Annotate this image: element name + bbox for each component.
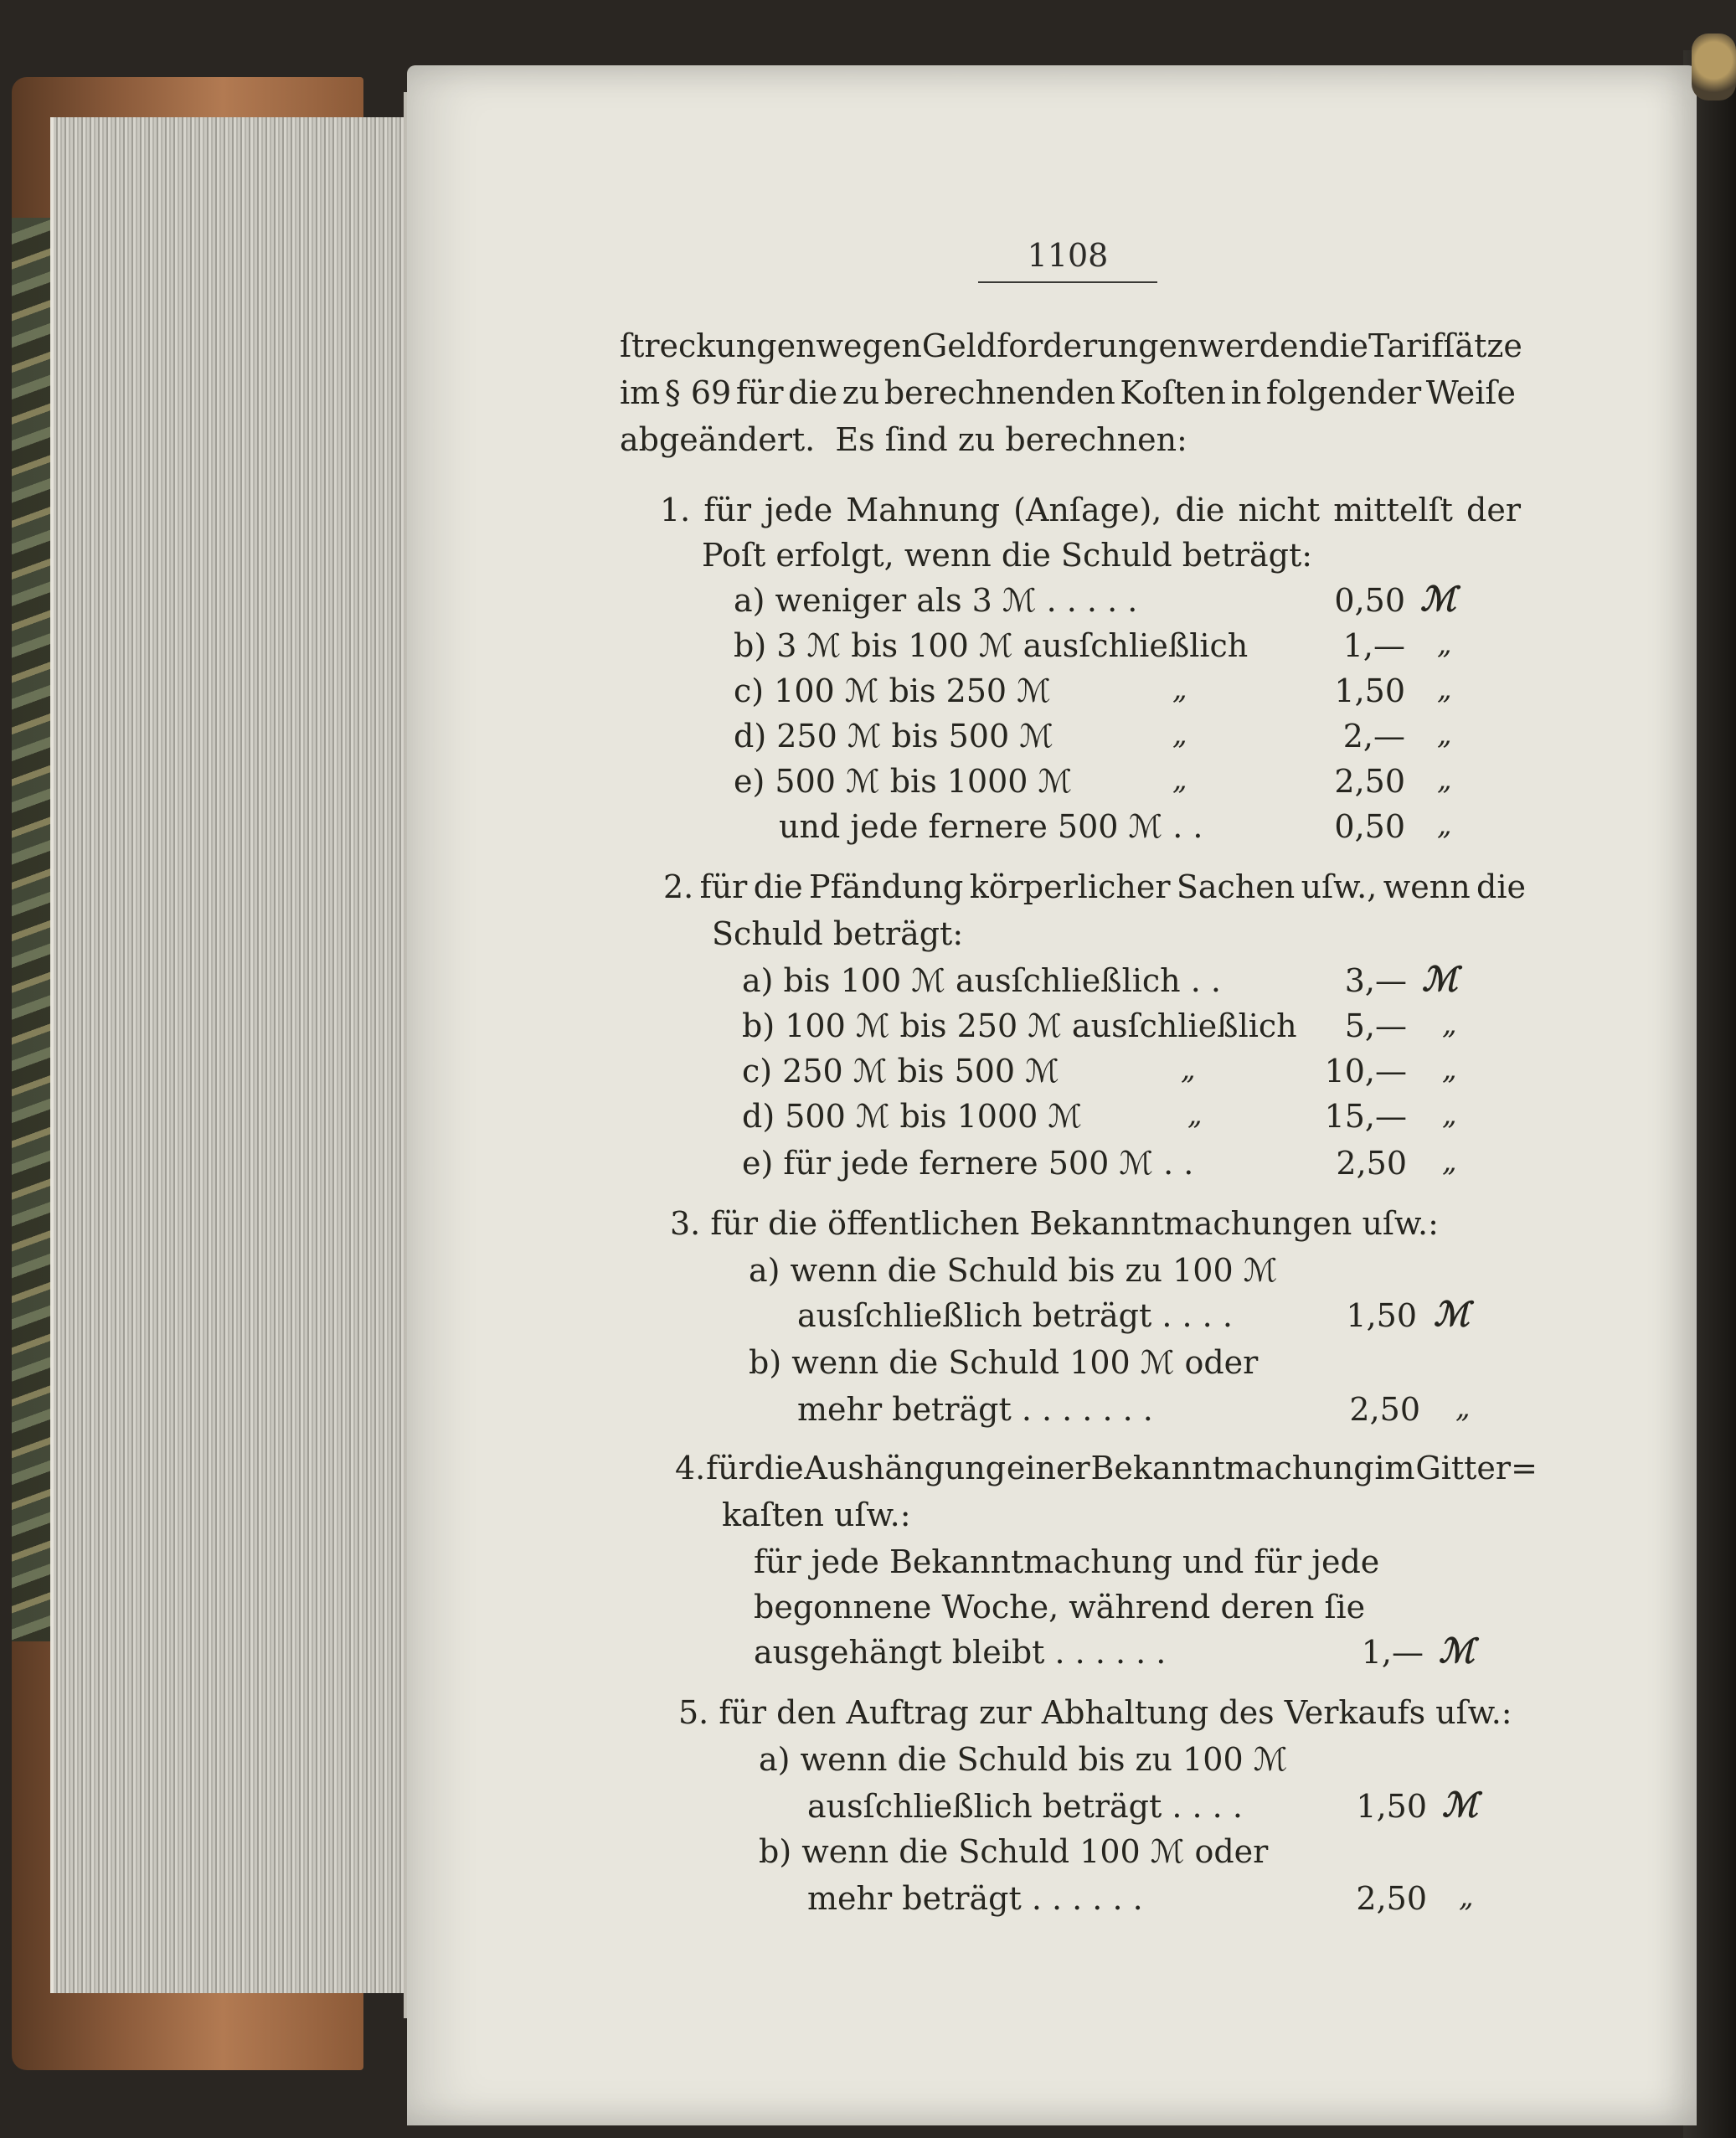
word: Sachen <box>1176 868 1296 905</box>
word: werden <box>1198 327 1319 364</box>
section-5-heading: 5. für den Auftrag zur Abhaltung des Verkaufs uſw.: <box>678 1694 1512 1731</box>
mark-unit: ℳ <box>1422 960 1458 999</box>
tariff-row-label-cont: mehr beträgt . . . . . . . <box>797 1391 1153 1428</box>
tariff-row-amount: 1,50 <box>1356 1788 1427 1825</box>
word: Tarifſätze <box>1368 327 1522 364</box>
section-1-heading-cont: Poſt erfolgt, wenn die Schuld beträgt: <box>702 537 1313 574</box>
intro-line-2 <box>620 374 1516 411</box>
item-number: 1. <box>660 492 691 528</box>
tariff-row-label: und jede fernere 500 ℳ . . <box>779 808 1203 845</box>
word: ſtreckungen <box>620 327 816 364</box>
item-number: 2. <box>663 868 694 905</box>
tariff-row-amount: 1,— <box>1342 627 1405 664</box>
corner-stain <box>1692 33 1736 100</box>
tariff-row-amount: 2,50 <box>1356 1880 1427 1917</box>
word: berechnenden <box>883 374 1115 411</box>
tariff-row-label-cont: ausſchließlich beträgt . . . . <box>797 1297 1233 1334</box>
word: körperlicher <box>969 868 1171 905</box>
tariff-row-amount: 1,50 <box>1334 672 1405 709</box>
page-number: 1108 <box>1027 237 1109 274</box>
word: Mahnung <box>846 492 1001 528</box>
ditto-mark: „ <box>1455 1391 1471 1424</box>
word: für <box>699 868 748 905</box>
word: die <box>1476 868 1526 905</box>
tariff-row-amount: 2,50 <box>1334 763 1405 800</box>
tariff-row-label-cont: ausgehängt bleibt . . . . . . <box>754 1634 1167 1671</box>
mark-unit: ℳ <box>1439 1631 1475 1671</box>
word: Bekanntmachung <box>1090 1450 1374 1486</box>
word: nicht <box>1238 492 1321 528</box>
word: Koſten <box>1120 374 1226 411</box>
word: Aushängung <box>804 1450 1007 1486</box>
ditto-mark: „ <box>1437 808 1452 842</box>
tariff-row-amount: 1,50 <box>1346 1297 1417 1334</box>
tariff-row-amount: 0,50 <box>1334 808 1405 845</box>
word: in <box>1230 374 1262 411</box>
word: der <box>1466 492 1521 528</box>
tariff-row-label: für jede Bekanntmachung und für jede <box>754 1543 1380 1580</box>
tariff-row-label-cont: mehr beträgt . . . . . . <box>807 1880 1143 1917</box>
ditto-mark: „ <box>1181 1053 1196 1086</box>
tariff-row-amount: 10,— <box>1324 1053 1407 1090</box>
item-number: 4. <box>675 1450 706 1486</box>
ditto-mark: „ <box>1437 763 1452 796</box>
ditto-mark: „ <box>1187 1098 1203 1131</box>
ditto-mark: „ <box>1437 718 1452 751</box>
tariff-row-label: b) wenn die Schuld 100 ℳ oder <box>749 1344 1259 1381</box>
word: für <box>735 374 784 411</box>
section-3-heading: 3. für die öffentlichen Bekanntmachungen uſw.: <box>670 1205 1439 1242</box>
page-number-rule <box>978 281 1157 283</box>
tariff-row-label: d) 500 ℳ bis 1000 ℳ <box>742 1098 1083 1135</box>
section-2-heading <box>663 868 1526 905</box>
tariff-row-amount: 3,— <box>1344 962 1407 999</box>
section-4-heading <box>675 1452 1538 1484</box>
tariff-row-amount: 2,50 <box>1349 1391 1420 1428</box>
tariff-row-amount: 15,— <box>1324 1098 1407 1135</box>
tariff-row-label: b) 3 ℳ bis 100 ℳ ausſchließlich <box>734 627 1249 664</box>
word: folgender <box>1265 374 1422 411</box>
tariff-row-label: d) 250 ℳ bis 500 ℳ <box>734 718 1053 755</box>
tariff-row-label: e) für jede fernere 500 ℳ . . <box>742 1145 1194 1182</box>
word: Gitter= <box>1415 1450 1538 1486</box>
ditto-mark: „ <box>1437 627 1452 661</box>
tariff-row-amount: 0,50 <box>1334 582 1405 619</box>
word: uſw., <box>1301 868 1378 905</box>
tariff-row-label-cont: ausſchließlich beträgt . . . . <box>807 1788 1243 1825</box>
tariff-row-label: a) wenn die Schuld bis zu 100 ℳ <box>749 1252 1278 1289</box>
tariff-row-label: a) weniger als 3 ℳ . . . . . <box>734 582 1138 619</box>
ditto-mark: „ <box>1442 1007 1457 1041</box>
mark-unit: ℳ <box>1434 1295 1470 1334</box>
word: jede <box>765 492 833 528</box>
word: für <box>706 1450 754 1486</box>
word: Geldforderungen <box>921 327 1198 364</box>
ditto-mark: „ <box>1437 672 1452 706</box>
ditto-mark: „ <box>1172 718 1187 751</box>
ditto-mark: „ <box>1442 1053 1457 1086</box>
word: im <box>620 374 661 411</box>
mark-unit: ℳ <box>1420 580 1456 619</box>
word: einer <box>1006 1450 1090 1486</box>
tariff-row-amount: 2,50 <box>1336 1145 1407 1182</box>
word: (Anſage), <box>1013 492 1162 528</box>
word: § 69 <box>664 374 732 411</box>
word: Pfändung <box>809 868 964 905</box>
ditto-mark: „ <box>1442 1145 1457 1178</box>
intro-line-1 <box>620 327 1522 364</box>
word: im <box>1374 1450 1415 1486</box>
word: für <box>703 492 752 528</box>
intro-line-3: abgeändert. Es ſind zu berechnen: <box>620 421 1187 458</box>
word: die <box>788 374 838 411</box>
ditto-mark: „ <box>1172 763 1187 796</box>
page-stack <box>50 117 422 1993</box>
tariff-row-label: b) 100 ℳ bis 250 ℳ ausſchließlich <box>742 1007 1297 1044</box>
tariff-row-amount: 2,— <box>1342 718 1405 755</box>
tariff-row-label: a) wenn die Schuld bis zu 100 ℳ <box>759 1741 1288 1778</box>
ditto-mark: „ <box>1172 672 1187 706</box>
section-4-heading-cont: kaſten uſw.: <box>722 1497 911 1533</box>
word: mittelſt <box>1333 492 1453 528</box>
tariff-row-label: c) 250 ℳ bis 500 ℳ <box>742 1053 1059 1090</box>
word: Weiſe <box>1425 374 1516 411</box>
word: zu <box>842 374 880 411</box>
word: die <box>1318 327 1368 364</box>
tariff-row-label: c) 100 ℳ bis 250 ℳ <box>734 672 1051 709</box>
word: wenn <box>1383 868 1471 905</box>
tariff-row-label: e) 500 ℳ bis 1000 ℳ <box>734 763 1073 800</box>
section-2-heading-cont: Schuld beträgt: <box>712 915 964 952</box>
word: die <box>1175 492 1225 528</box>
tariff-row-amount: 1,— <box>1361 1634 1424 1671</box>
ditto-mark: „ <box>1459 1880 1474 1914</box>
word: die <box>754 1450 804 1486</box>
tariff-row-amount: 5,— <box>1344 1007 1407 1044</box>
tariff-row-label: a) bis 100 ℳ ausſchließlich . . <box>742 962 1221 999</box>
word: wegen <box>816 327 922 364</box>
word: die <box>753 868 803 905</box>
tariff-row-label-cont: begonnene Woche, während deren ſie <box>754 1589 1366 1625</box>
ditto-mark: „ <box>1442 1098 1457 1131</box>
tariff-row-label: b) wenn die Schuld 100 ℳ oder <box>759 1833 1269 1870</box>
mark-unit: ℳ <box>1442 1785 1478 1825</box>
section-1-heading <box>660 494 1521 526</box>
